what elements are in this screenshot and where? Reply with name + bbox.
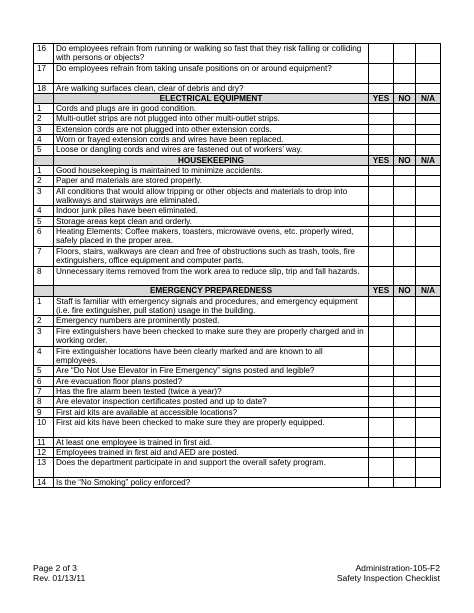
na-checkbox-cell[interactable] — [416, 124, 441, 134]
no-checkbox-cell[interactable] — [394, 447, 416, 457]
checklist-row — [34, 246, 441, 266]
no-checkbox-cell[interactable] — [394, 83, 416, 93]
no-checkbox-cell[interactable] — [394, 397, 416, 407]
no-checkbox-cell[interactable] — [394, 216, 416, 226]
item-text: First aid kits have been checked to make sure they are properly equipped. — [54, 417, 369, 437]
item-text: Does the department participate in and support the overall safety program. — [54, 458, 369, 478]
checklist-row — [34, 376, 441, 386]
na-checkbox-cell[interactable] — [416, 326, 441, 346]
na-checkbox-cell[interactable] — [416, 176, 441, 186]
na-checkbox-cell[interactable] — [416, 346, 441, 366]
footer-right — [337, 563, 440, 583]
yes-checkbox-cell[interactable] — [369, 104, 394, 114]
checklist-row — [34, 44, 441, 64]
item-number: 6 — [34, 226, 54, 246]
checklist-row — [34, 114, 441, 124]
item-number: 6 — [34, 376, 54, 386]
na-checkbox-cell[interactable] — [416, 458, 441, 478]
checklist-table — [33, 43, 441, 488]
no-checkbox-cell[interactable] — [394, 114, 416, 124]
item-text: Extension cords are not plugged into other extension cords. — [54, 124, 369, 134]
yes-checkbox-cell[interactable] — [369, 266, 394, 286]
item-text: Storage areas kept clean and orderly. — [54, 216, 369, 226]
item-number: 2 — [34, 316, 54, 326]
checklist-row — [34, 63, 441, 83]
na-checkbox-cell[interactable] — [416, 114, 441, 124]
no-checkbox-cell[interactable] — [394, 346, 416, 366]
checklist-row — [34, 386, 441, 396]
na-checkbox-cell[interactable] — [416, 386, 441, 396]
no-checkbox-cell[interactable] — [394, 326, 416, 346]
header-number-cell — [34, 286, 54, 296]
header-number-cell — [34, 93, 54, 103]
item-number: 8 — [34, 266, 54, 286]
yes-checkbox-cell[interactable] — [369, 326, 394, 346]
yes-checkbox-cell[interactable] — [369, 114, 394, 124]
yes-checkbox-cell[interactable] — [369, 246, 394, 266]
no-checkbox-cell[interactable] — [394, 226, 416, 246]
yes-checkbox-cell[interactable] — [369, 83, 394, 93]
checklist-row — [34, 145, 441, 155]
checklist-row — [34, 447, 441, 457]
yes-checkbox-cell[interactable] — [369, 165, 394, 175]
yes-checkbox-cell[interactable] — [369, 216, 394, 226]
item-number: 10 — [34, 417, 54, 437]
yes-checkbox-cell[interactable] — [369, 296, 394, 316]
na-checkbox-cell[interactable] — [416, 104, 441, 114]
yes-checkbox-cell[interactable] — [369, 135, 394, 145]
item-text: Loose or dangling cords and wires are fastened out of workers’ way. — [54, 145, 369, 155]
na-checkbox-cell[interactable] — [416, 145, 441, 155]
document-title: Safety Inspection Checklist — [336, 573, 440, 583]
yes-checkbox-cell[interactable] — [369, 376, 394, 386]
item-number: 16 — [34, 44, 54, 64]
item-text: Emergency numbers are prominently posted. — [54, 316, 369, 326]
no-checkbox-cell[interactable] — [394, 386, 416, 396]
item-number: 17 — [34, 63, 54, 83]
item-number: 4 — [34, 206, 54, 216]
no-checkbox-cell[interactable] — [394, 63, 416, 83]
item-number: 2 — [34, 114, 54, 124]
yes-checkbox-cell[interactable] — [369, 145, 394, 155]
checklist-row — [34, 206, 441, 216]
yes-checkbox-cell[interactable] — [369, 124, 394, 134]
yes-column-header: YES — [369, 93, 394, 103]
item-number: 7 — [34, 386, 54, 396]
section-header — [34, 286, 441, 296]
revision-date: Rev. 01/13/11 — [33, 573, 86, 583]
item-number: 3 — [34, 186, 54, 206]
no-checkbox-cell[interactable] — [394, 186, 416, 206]
item-number: 8 — [34, 397, 54, 407]
header-number-cell — [34, 155, 54, 165]
no-checkbox-cell[interactable] — [394, 417, 416, 437]
checklist-row — [34, 104, 441, 114]
checklist-row — [34, 165, 441, 175]
yes-checkbox-cell[interactable] — [369, 478, 394, 488]
item-number: 1 — [34, 296, 54, 316]
no-checkbox-cell[interactable] — [394, 407, 416, 417]
item-number: 14 — [34, 478, 54, 488]
item-text: Multi-outlet strips are not plugged into other multi-outlet strips. — [54, 114, 369, 124]
no-checkbox-cell[interactable] — [394, 478, 416, 488]
checklist-row — [34, 186, 441, 206]
item-number: 4 — [34, 135, 54, 145]
item-text: First aid kits are available at accessible locations? — [54, 407, 369, 417]
no-checkbox-cell[interactable] — [394, 316, 416, 326]
na-checkbox-cell[interactable] — [416, 376, 441, 386]
item-text: Are “Do Not Use Elevator in Fire Emergency” signs posted and legible? — [54, 366, 369, 376]
no-checkbox-cell[interactable] — [394, 176, 416, 186]
no-checkbox-cell[interactable] — [394, 135, 416, 145]
checklist-row — [34, 326, 441, 346]
item-text: Are elevator inspection certificates posted and up to date? — [54, 397, 369, 407]
item-number: 3 — [34, 124, 54, 134]
item-number: 18 — [34, 83, 54, 93]
checklist-row — [34, 226, 441, 246]
no-checkbox-cell[interactable] — [394, 206, 416, 216]
checklist-row — [34, 478, 441, 488]
item-number: 1 — [34, 104, 54, 114]
checklist-row — [34, 316, 441, 326]
item-number: 5 — [34, 366, 54, 376]
checklist-row — [34, 417, 441, 437]
footer-left — [33, 563, 85, 583]
na-column-header: N/A — [416, 93, 441, 103]
no-checkbox-cell[interactable] — [394, 145, 416, 155]
na-checkbox-cell[interactable] — [416, 216, 441, 226]
item-number: 5 — [34, 216, 54, 226]
yes-checkbox-cell[interactable] — [369, 346, 394, 366]
item-text: Are evacuation floor plans posted? — [54, 376, 369, 386]
no-checkbox-cell[interactable] — [394, 124, 416, 134]
na-column-header: N/A — [416, 286, 441, 296]
no-column-header: NO — [394, 155, 416, 165]
item-text: Paper and materials are stored properly. — [54, 176, 369, 186]
section-header — [34, 93, 441, 103]
yes-column-header: YES — [369, 155, 394, 165]
yes-checkbox-cell[interactable] — [369, 206, 394, 216]
na-checkbox-cell[interactable] — [416, 417, 441, 437]
no-checkbox-cell[interactable] — [394, 296, 416, 316]
na-checkbox-cell[interactable] — [416, 206, 441, 216]
checklist-row — [34, 83, 441, 93]
checklist-row — [34, 135, 441, 145]
item-number: 5 — [34, 145, 54, 155]
item-text: Staff is familiar with emergency signals and procedures, and emergency equipment (i.e. fire extinguisher, pull station) usage in the building. — [54, 296, 369, 316]
no-checkbox-cell[interactable] — [394, 246, 416, 266]
item-text: Good housekeeping is maintained to minimize accidents. — [54, 165, 369, 175]
item-text: Do employees refrain from taking unsafe positions on or around equipment? — [54, 63, 369, 83]
no-checkbox-cell[interactable] — [394, 366, 416, 376]
na-checkbox-cell[interactable] — [416, 44, 441, 64]
item-text: Do employees refrain from running or walking so fast that they risk falling or colliding with persons or objects? — [54, 44, 369, 64]
item-number: 11 — [34, 437, 54, 447]
item-text: Fire extinguisher locations have been clearly marked and are known to all employees. — [54, 346, 369, 366]
checklist-row — [34, 458, 441, 478]
item-text: All conditions that would allow tripping or other objects and materials to drop into walkways and stairways are eliminated. — [54, 186, 369, 206]
yes-checkbox-cell[interactable] — [369, 186, 394, 206]
yes-checkbox-cell[interactable] — [369, 397, 394, 407]
item-text: Fire extinguishers have been checked to make sure they are properly charged and in working order. — [54, 326, 369, 346]
checklist-row — [34, 407, 441, 417]
no-column-header: NO — [394, 93, 416, 103]
na-checkbox-cell[interactable] — [416, 246, 441, 266]
na-checkbox-cell[interactable] — [416, 186, 441, 206]
no-column-header: NO — [394, 286, 416, 296]
section-title: EMERGENCY PREPAREDNESS — [54, 286, 369, 296]
checklist-row — [34, 397, 441, 407]
no-checkbox-cell[interactable] — [394, 458, 416, 478]
no-checkbox-cell[interactable] — [394, 376, 416, 386]
na-checkbox-cell[interactable] — [416, 226, 441, 246]
item-text: Are walking surfaces clean, clear of debris and dry? — [54, 83, 369, 93]
yes-checkbox-cell[interactable] — [369, 447, 394, 457]
yes-checkbox-cell[interactable] — [369, 63, 394, 83]
na-checkbox-cell[interactable] — [416, 366, 441, 376]
na-checkbox-cell[interactable] — [416, 407, 441, 417]
no-checkbox-cell[interactable] — [394, 266, 416, 286]
item-number: 1 — [34, 165, 54, 175]
checklist-row — [34, 266, 441, 286]
item-text: At least one employee is trained in first aid. — [54, 437, 369, 447]
na-checkbox-cell[interactable] — [416, 478, 441, 488]
yes-column-header: YES — [369, 286, 394, 296]
yes-checkbox-cell[interactable] — [369, 417, 394, 437]
na-checkbox-cell[interactable] — [416, 447, 441, 457]
item-number: 13 — [34, 458, 54, 478]
item-number: 9 — [34, 407, 54, 417]
item-text: Heating Elements: Coffee makers, toasters, microwave ovens, etc. properly wired, safely placed in the proper area. — [54, 226, 369, 246]
no-checkbox-cell[interactable] — [394, 165, 416, 175]
item-text: Cords and plugs are in good condition. — [54, 104, 369, 114]
yes-checkbox-cell[interactable] — [369, 458, 394, 478]
checklist-row — [34, 296, 441, 316]
yes-checkbox-cell[interactable] — [369, 226, 394, 246]
checklist-row — [34, 366, 441, 376]
page-number: Page 2 of 3 — [33, 563, 77, 573]
na-checkbox-cell[interactable] — [416, 83, 441, 93]
yes-checkbox-cell[interactable] — [369, 366, 394, 376]
section-header — [34, 155, 441, 165]
item-text: Unnecessary items removed from the work area to reduce slip, trip and fall hazards. — [54, 266, 369, 286]
checklist-row — [34, 124, 441, 134]
na-checkbox-cell[interactable] — [416, 165, 441, 175]
item-number: 7 — [34, 246, 54, 266]
item-text: Floors, stairs, walkways are clean and free of obstructions such as trash, tools, fire extinguishers, office equipment and computer parts. — [54, 246, 369, 266]
checklist-row — [34, 346, 441, 366]
item-number: 4 — [34, 346, 54, 366]
no-checkbox-cell[interactable] — [394, 437, 416, 447]
item-text: Has the fire alarm been tested (twice a year)? — [54, 386, 369, 396]
item-text: Worn or frayed extension cords and wires have been replaced. — [54, 135, 369, 145]
na-column-header: N/A — [416, 155, 441, 165]
yes-checkbox-cell[interactable] — [369, 407, 394, 417]
item-text: Employees trained in first aid and AED are posted. — [54, 447, 369, 457]
checklist-row — [34, 216, 441, 226]
yes-checkbox-cell[interactable] — [369, 44, 394, 64]
section-title: ELECTRICAL EQUIPMENT — [54, 93, 369, 103]
yes-checkbox-cell[interactable] — [369, 176, 394, 186]
item-text: Is the “No Smoking” policy enforced? — [54, 478, 369, 488]
checklist-row — [34, 437, 441, 447]
no-checkbox-cell[interactable] — [394, 44, 416, 64]
item-text: Indoor junk piles have been eliminated. — [54, 206, 369, 216]
item-number: 3 — [34, 326, 54, 346]
item-number: 2 — [34, 176, 54, 186]
section-title: HOUSEKEEPING — [54, 155, 369, 165]
item-number: 12 — [34, 447, 54, 457]
na-checkbox-cell[interactable] — [416, 63, 441, 83]
yes-checkbox-cell[interactable] — [369, 316, 394, 326]
document-id: Administration-105-F2 — [355, 563, 440, 573]
checklist-row — [34, 176, 441, 186]
na-checkbox-cell[interactable] — [416, 266, 441, 286]
na-checkbox-cell[interactable] — [416, 135, 441, 145]
no-checkbox-cell[interactable] — [394, 104, 416, 114]
na-checkbox-cell[interactable] — [416, 296, 441, 316]
na-checkbox-cell[interactable] — [416, 437, 441, 447]
checklist — [33, 43, 440, 488]
na-checkbox-cell[interactable] — [416, 316, 441, 326]
na-checkbox-cell[interactable] — [416, 397, 441, 407]
yes-checkbox-cell[interactable] — [369, 437, 394, 447]
yes-checkbox-cell[interactable] — [369, 386, 394, 396]
